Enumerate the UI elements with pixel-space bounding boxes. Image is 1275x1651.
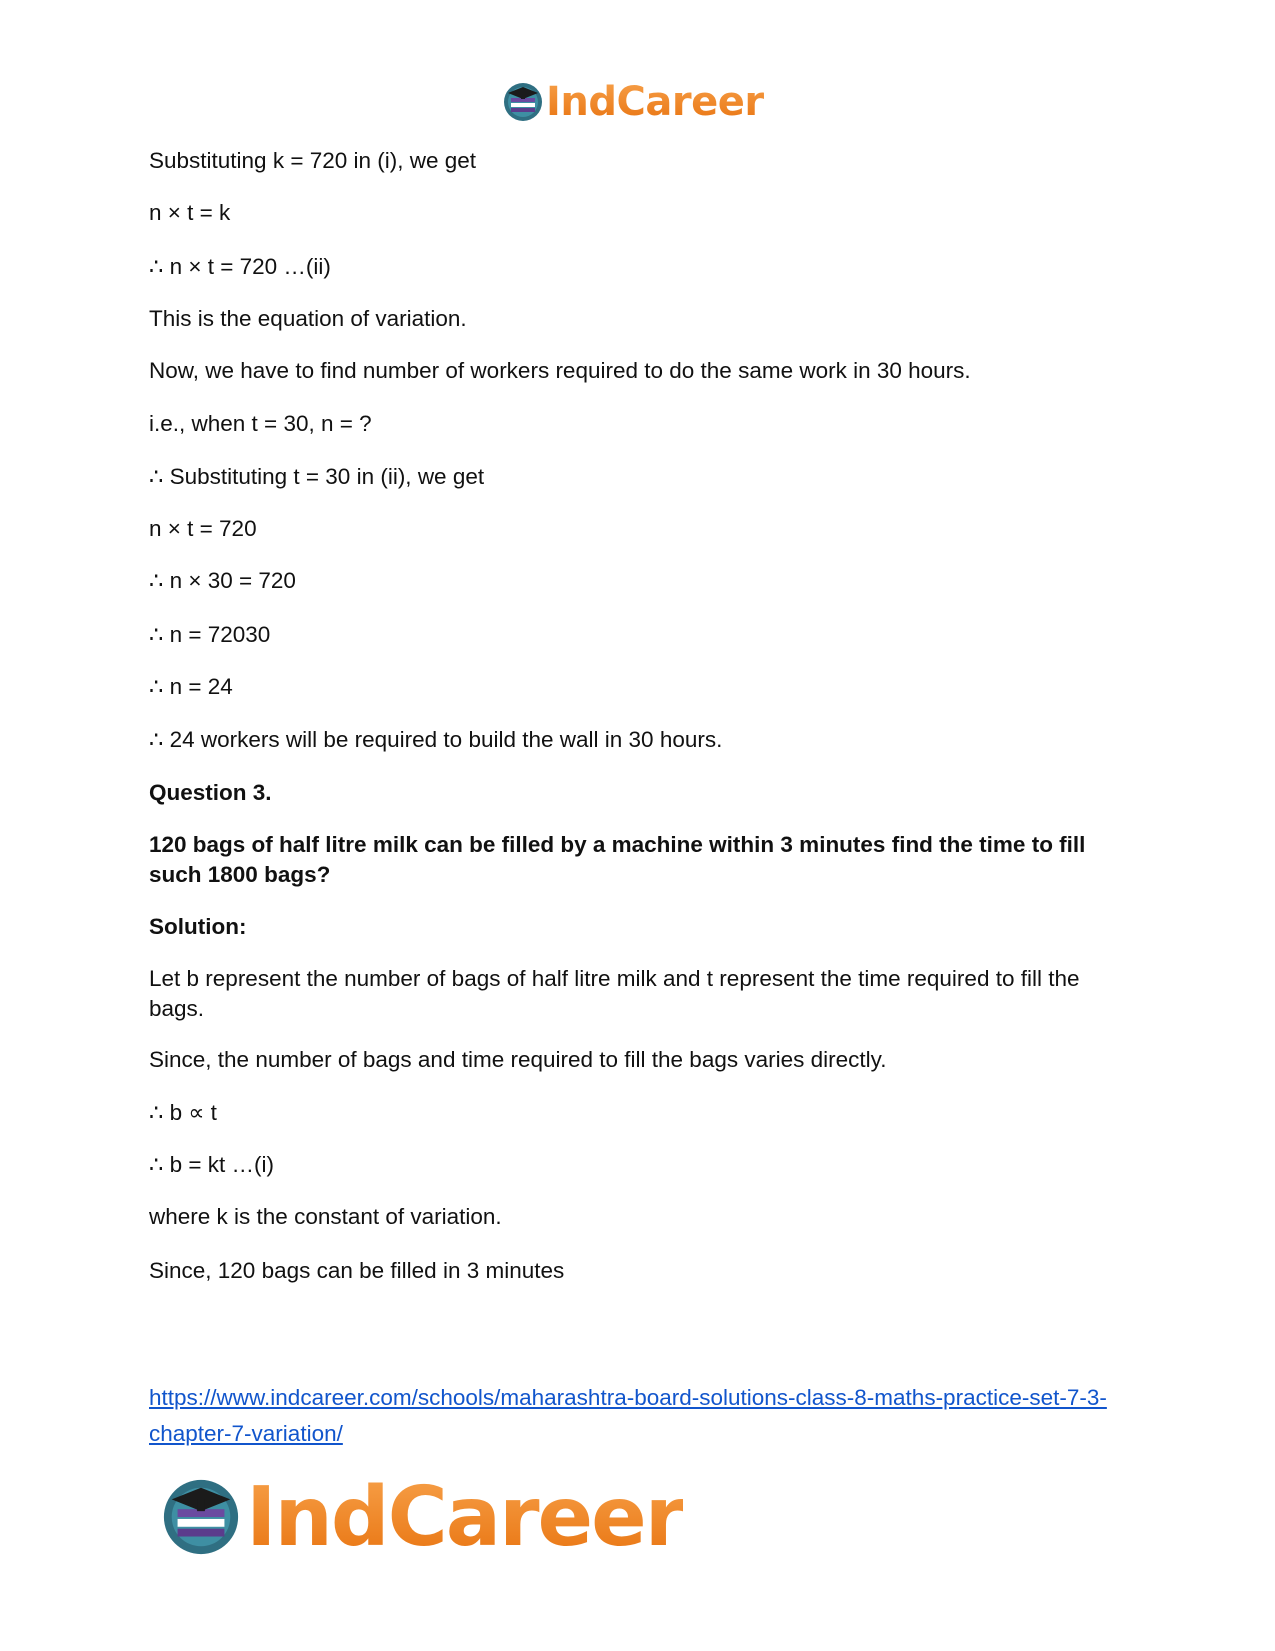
indcareer-logo-bottom [160,1469,684,1565]
text-line: where k is the constant of variation. [149,1204,502,1229]
text-line: ∴ n × t = 720 …(ii) [149,254,331,279]
text-line: Now, we have to find number of workers required to do the same work in 30 hours. [149,358,971,383]
text-line: Since, the number of bags and time required to fill the bags varies directly. [149,1047,887,1072]
question-text: 120 bags of half litre milk can be filled by a machine within 3 minutes find the time to fill such 1800 bags? [149,832,1086,887]
indcareer-logo-top [502,80,764,124]
text-line: n × t = 720 [149,516,257,541]
text-line: Since, 120 bags can be filled in 3 minutes [149,1258,565,1283]
brand-name: IndCareer [546,79,764,125]
source-url-link[interactable]: https://www.indcareer.com/schools/maharashtra-board-solutions-class-8-maths-practice-set-7-3-chapter-7-variation/ [149,1385,1107,1446]
graduation-book-icon [160,1476,242,1558]
text-line: Let b represent the number of bags of half litre milk and t represent the time required to fill the bags. [149,966,1080,1021]
text-line: ∴ b = kt …(i) [149,1152,274,1177]
brand-name: IndCareer [246,1469,684,1565]
text-line: ∴ n = 72030 [149,622,271,647]
solution-heading: Solution: [149,914,247,939]
text-line: ∴ 24 workers will be required to build the wall in 30 hours. [149,727,723,752]
graduation-book-icon [502,81,544,123]
text-line: Substituting k = 720 in (i), we get [149,148,477,173]
text-line: n × t = k [149,200,231,225]
question-heading: Question 3. [149,780,272,805]
text-line: i.e., when t = 30, n = ? [149,411,372,436]
text-line: ∴ n = 24 [149,674,233,699]
text-line: ∴ n × 30 = 720 [149,568,296,593]
text-line: ∴ b ∝ t [149,1100,217,1125]
text-line: This is the equation of variation. [149,306,467,331]
text-line: ∴ Substituting t = 30 in (ii), we get [149,464,485,489]
